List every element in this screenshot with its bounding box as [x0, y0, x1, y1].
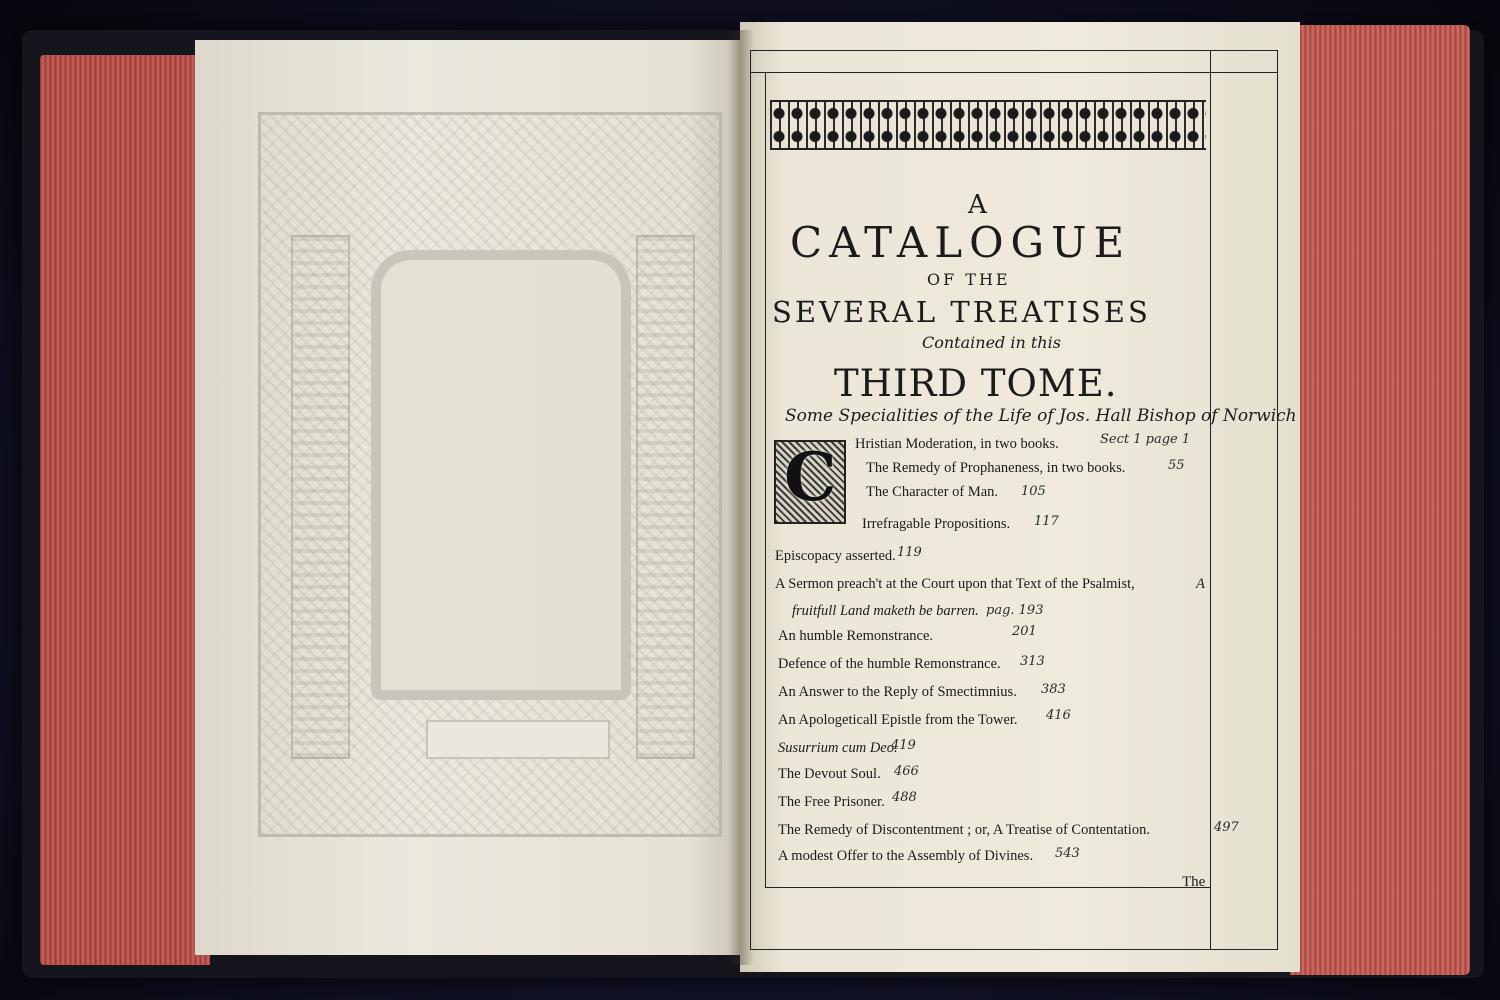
entry-irrefragable-propositions: Irrefragable Propositions.	[862, 516, 1011, 532]
entry-free-prisoner: The Free Prisoner.	[778, 794, 885, 810]
entry-susurrium-cum-deo: Susurrium cum Deo.	[778, 740, 898, 756]
show-through-engraving	[258, 112, 722, 837]
margin-column-rule	[1210, 50, 1211, 950]
subtitle-life-of-hall: Some Specialities of the Life of Jos. Hall Bishop of Norwich	[785, 406, 1297, 426]
note-apologeticall-epistle: 416	[1046, 708, 1071, 723]
title-third-tome: THIRD TOME.	[834, 362, 1118, 405]
left-page	[195, 40, 740, 955]
note-character-of-man: 105	[1021, 484, 1046, 499]
engraved-cartouche	[371, 250, 631, 700]
entry-sermon-court-continued: A	[1196, 576, 1205, 592]
page-border-inner-rule	[765, 72, 766, 887]
note-answer-smectimnius: 383	[1041, 682, 1066, 697]
note-susurrium-cum-deo: 419	[891, 738, 916, 753]
entry-christian-moderation: Hristian Moderation, in two books.	[855, 436, 1059, 452]
printers-ornament-band	[770, 100, 1206, 150]
entry-remedy-discontentment: The Remedy of Discontentment ; or, A Treatise of Contentation.	[778, 822, 1150, 838]
left-page-edges	[40, 55, 210, 965]
right-page-edges	[1290, 25, 1470, 975]
note-episcopacy-asserted: 119	[897, 545, 922, 560]
entry-modest-offer: A modest Offer to the Assembly of Divines.	[778, 848, 1034, 864]
entry-apologeticall-epistle: An Apologeticall Epistle from the Tower.	[778, 712, 1018, 728]
catchword: The	[1182, 874, 1206, 890]
entry-defence-remonstrance: Defence of the humble Remonstrance.	[778, 656, 1001, 672]
page-border-bottom-rule	[765, 887, 1211, 888]
entry-episcopacy-asserted: Episcopacy asserted.	[775, 548, 896, 564]
note-devout-soul: 466	[894, 764, 919, 779]
note-fruitfull-land: pag. 193	[986, 603, 1044, 618]
decorated-initial-letter: C	[784, 438, 837, 516]
entry-humble-remonstrance: An humble Remonstrance.	[778, 628, 934, 644]
entry-remedy-prophaneness: The Remedy of Prophaneness, in two books.	[866, 460, 1126, 476]
title-several-treatises: SEVERAL TREATISES	[772, 295, 1151, 329]
title-catalogue: CATALOGUE	[790, 218, 1132, 267]
entry-sermon-court: A Sermon preach't at the Court upon that Text of the Psalmist,	[775, 576, 1135, 592]
note-humble-remonstrance: 201	[1012, 624, 1037, 639]
note-free-prisoner: 488	[892, 790, 917, 805]
note-remedy-discontentment: 497	[1214, 820, 1239, 835]
note-christian-moderation: Sect 1 page 1	[1100, 432, 1191, 447]
note-defence-remonstrance: 313	[1020, 654, 1045, 669]
entry-character-of-man: The Character of Man.	[866, 484, 999, 500]
note-remedy-prophaneness: 55	[1168, 458, 1185, 473]
engraved-column-right	[636, 235, 695, 759]
note-irrefragable-propositions: 117	[1034, 514, 1059, 529]
title-of-the: OF THE	[927, 270, 1011, 289]
title-contained: Contained in this	[922, 333, 1061, 352]
entry-fruitfull-land: fruitfull Land maketh be barren.	[792, 603, 979, 619]
engraved-column-left	[291, 235, 350, 759]
entry-devout-soul: The Devout Soul.	[778, 766, 881, 782]
engraved-year-panel	[426, 720, 610, 759]
page-border-top-rule	[750, 72, 1278, 73]
entry-answer-smectimnius: An Answer to the Reply of Smectimnius.	[778, 684, 1017, 700]
title-article: A	[968, 190, 989, 220]
note-modest-offer: 543	[1055, 846, 1080, 861]
